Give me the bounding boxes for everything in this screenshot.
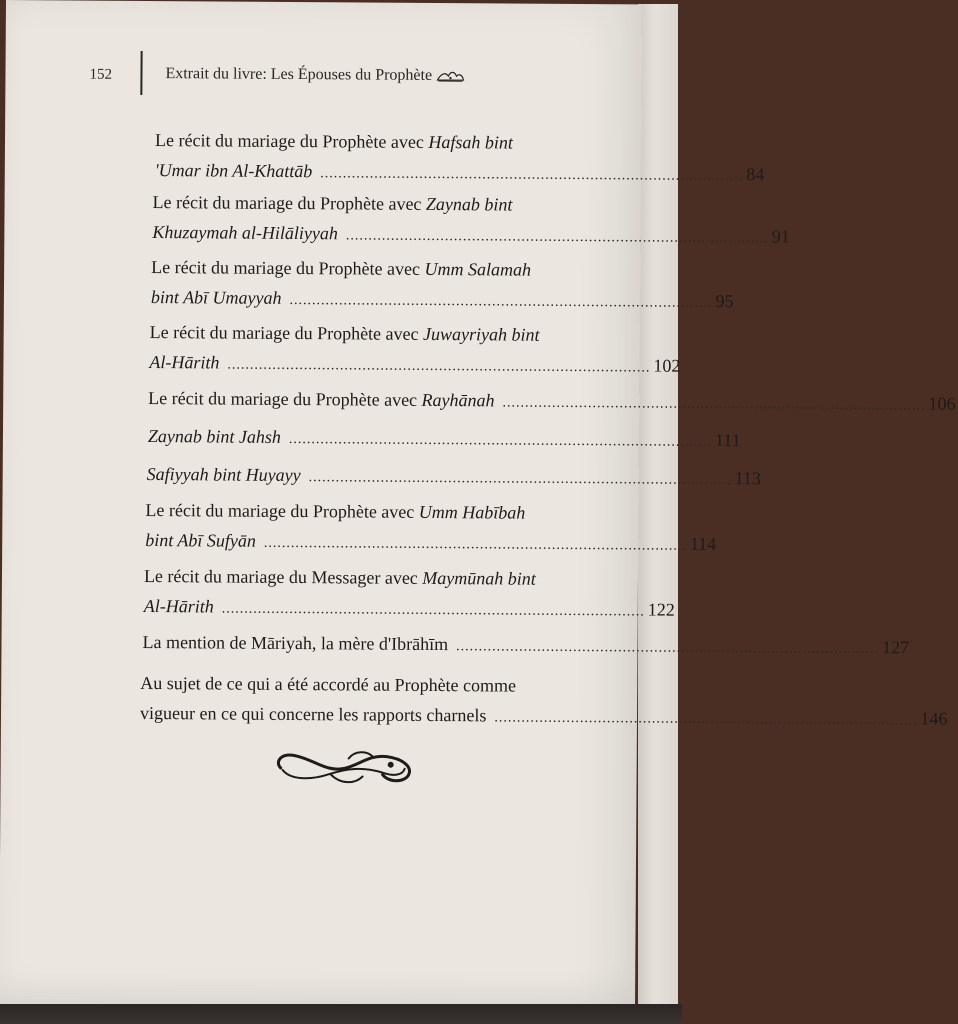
entry-name: bint Abī Sufyān [145,529,256,551]
toc-entry[interactable] [143,561,675,627]
entry-name: Hafsah bint [428,131,513,153]
dot-leader: .............................................................................................. [221,601,645,620]
toc-entry[interactable] [149,317,681,383]
page-number: 152 [89,66,113,83]
entry-text: Le récit du mariage du Prophète avec [148,388,418,410]
toc-line [155,125,615,158]
entry-name: Safiyyah bint Huyayy [146,463,301,486]
entry-text: Le récit du mariage du Prophète avec [149,322,419,344]
entry-name: Umm Habībah [418,501,526,523]
page-ref: 122 [647,599,675,620]
toc-line [139,698,948,734]
entry-text: vigueur en ce qui concerne les rapports charnels [139,702,487,726]
dot-leader: .............................................................................................. [456,639,880,658]
toc-entry[interactable] [146,459,762,495]
entry-name: Zaynab bint Jahsh [147,426,282,447]
toc-entry[interactable] [139,668,948,734]
entry-text: Au sujet de ce qui a été accordé au Prophète comme [140,672,517,696]
toc-line [148,383,956,419]
dot-leader: .............................................................................................. [345,228,769,247]
entry-name: Al-Hārith [149,352,220,373]
toc-line [149,347,681,383]
dot-leader: .............................................................................................. [320,166,744,185]
toc-entry[interactable] [142,627,910,663]
toc-line [152,187,612,220]
entry-text: La mention de Māriyah, la mère d'Ibrāhīm [142,631,449,655]
facing-page-edge [638,4,681,1010]
toc-line [151,252,611,285]
page-ref: 114 [689,533,717,554]
page-ref: 111 [714,429,741,451]
header-divider [140,51,142,95]
page-ref: 106 [928,393,956,414]
page-ref: 102 [653,355,681,376]
running-title-text: Extrait du livre: Les Épouses du Prophète [165,65,433,84]
honorific-calligraphy-icon [435,69,465,83]
entry-text: Le récit du mariage du Prophète avec [154,130,424,152]
toc-line [144,561,604,594]
running-title [165,65,465,85]
dot-leader: .............................................................................................. [308,470,732,489]
entry-name: Al-Hārith [143,595,214,617]
entry-name: Maymūnah bint [422,567,536,589]
toc-entry[interactable] [147,421,741,457]
toc-line [150,282,734,318]
toc-line [150,317,610,350]
toc-line [140,668,600,701]
toc-entry[interactable] [152,187,790,253]
book-cover-edge [0,1004,682,1024]
toc-line [146,459,762,495]
toc-entry[interactable] [148,383,956,419]
toc-line [154,155,765,191]
entry-name: Umm Salamah [424,258,532,280]
toc-line [152,217,790,253]
toc-line [143,591,675,627]
toc-entry[interactable] [150,252,734,318]
entry-name: Zaynab bint [425,193,513,215]
page-ref: 127 [882,637,910,658]
dot-leader: .............................................................................................. [494,710,918,729]
entry-name: 'Umar ibn Al-Khattāb [154,160,313,182]
dot-leader: .............................................................................................. [227,357,651,376]
dot-leader: .............................................................................................. [289,292,713,311]
toc-line [142,627,910,663]
dot-leader: .............................................................................................. [263,535,687,554]
page-ref: 84 [746,164,765,185]
toc-entry[interactable] [154,125,765,191]
flourish-ornament-icon [271,744,421,789]
entry-text: Le récit du mariage du Prophète avec [152,192,422,214]
toc-line [147,421,741,457]
dot-leader: .............................................................................................. [502,395,926,414]
entry-name: Rayhānah [421,389,495,411]
page-ref: 95 [715,290,734,312]
entry-name: bint Abī Umayyah [150,287,282,308]
entry-text: Le récit du mariage du Prophète avec [145,499,415,522]
entry-text: Le récit du mariage du Messager avec [143,565,418,588]
toc-line [145,525,717,561]
entry-text: Le récit du mariage du Prophète avec [151,257,421,279]
page-ref: 113 [734,468,762,489]
page-ref: 91 [771,226,790,247]
entry-name: Khuzaymah al-Hilāliyyah [152,222,338,244]
entry-name: Juwayriyah bint [422,323,540,345]
toc-line [145,495,605,528]
dot-leader: .............................................................................................. [288,431,712,450]
page-header [5,0,642,104]
page-ref: 146 [920,708,948,729]
toc-entry[interactable] [145,495,717,561]
